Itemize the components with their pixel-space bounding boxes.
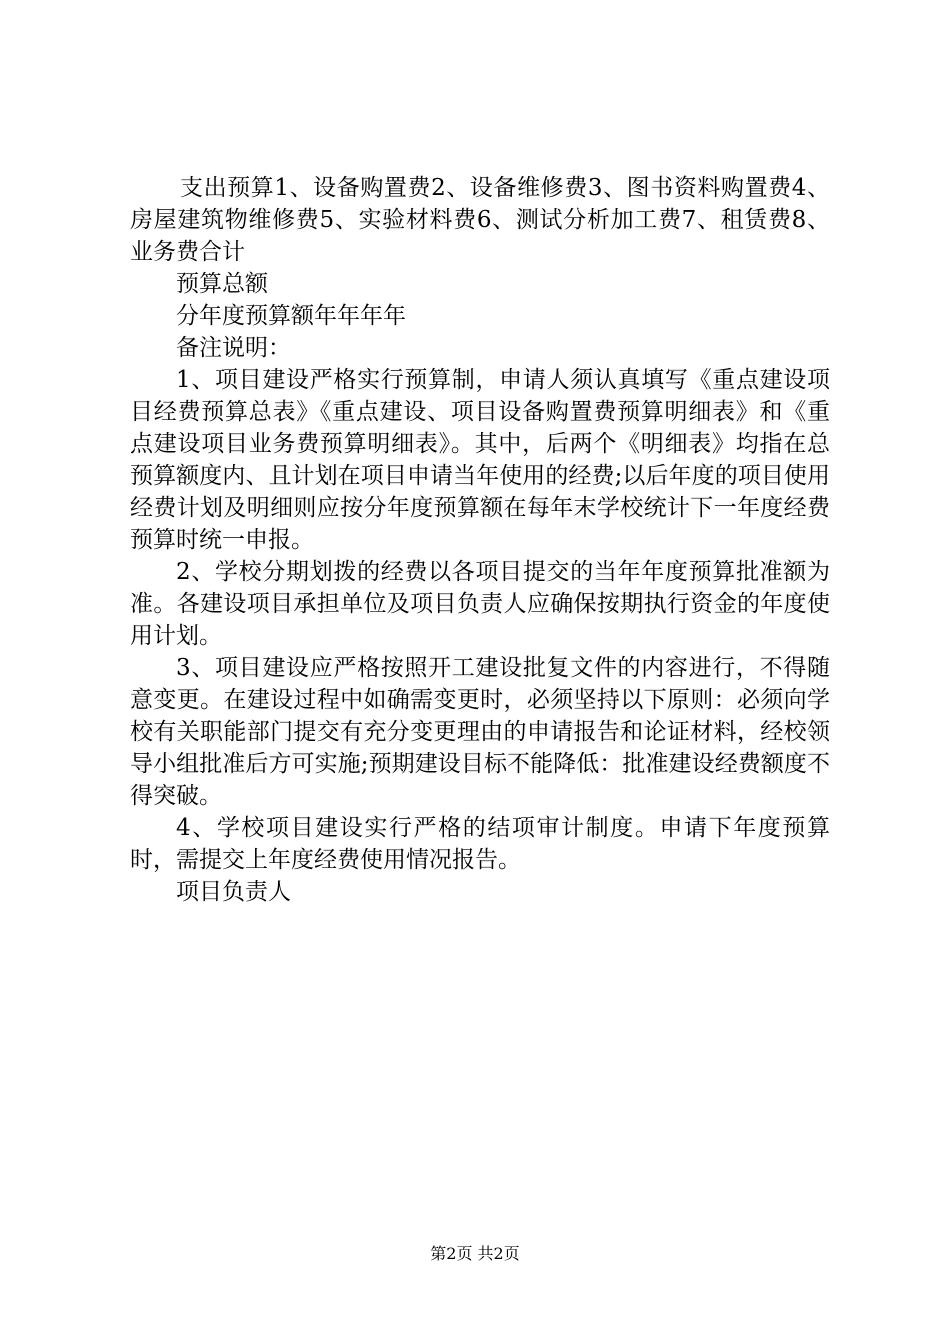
page-footer bbox=[0, 1244, 950, 1264]
paragraph-note-4: 4、学校项目建设实行严格的结项审计制度。申请下年度预算时，需提交上年度经费使用情况报告。 bbox=[130, 815, 830, 873]
document-body bbox=[130, 172, 830, 908]
paragraph-notes-heading: 备注说明： bbox=[176, 335, 291, 361]
paragraph-annual-budget: 分年度预算额年年年年 bbox=[176, 303, 406, 329]
paragraph-expense-items: 支出预算1、设备购置费2、设备维修费3、图书资料购置费4、房屋建筑物维修费5、实验材料费6、测试分析加工费7、租赁费8、业务费合计 bbox=[130, 175, 830, 265]
paragraph-note-1: 1、项目建设严格实行预算制，申请人须认真填写《重点建设项目经费预算总表》《重点建设、项目设备购置费预算明细表》和《重点建设项目业务费预算明细表》。其中，后两个《明细表》均指在总预算额度内、且计划在项目申请当年使用的经费;以后年度的项目使用经费计划及明细则应按分年度预算额在每年末学校统计下一年度经费预算时统一申报。 bbox=[130, 367, 830, 553]
page-number-label: 第2页 共2页 bbox=[430, 1244, 520, 1263]
paragraph-note-3: 3、项目建设应严格按照开工建设批复文件的内容进行，不得随意变更。在建设过程中如确需变更时，必须坚持以下原则：必须向学校有关职能部门提交有充分变更理由的申请报告和论证材料，经校领导小组批准后方可实施;预期建设目标不能降低：批准建设经费额度不得突破。 bbox=[130, 655, 830, 809]
paragraph-project-leader: 项目负责人 bbox=[176, 879, 291, 905]
paragraph-budget-total: 预算总额 bbox=[176, 271, 268, 297]
paragraph-note-2: 2、学校分期划拨的经费以各项目提交的当年年度预算批准额为准。各建设项目承担单位及项目负责人应确保按期执行资金的年度使用计划。 bbox=[130, 559, 830, 649]
